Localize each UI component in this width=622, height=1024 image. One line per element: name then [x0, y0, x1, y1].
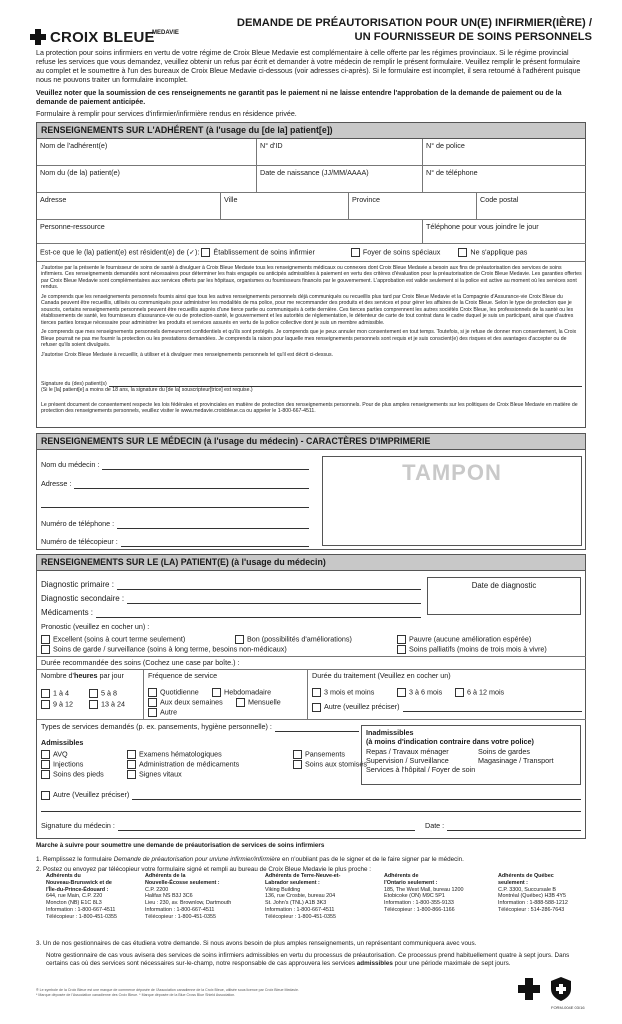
other-service-field[interactable]: Autre (Veuillez préciser) [41, 791, 581, 800]
logo-text: CROIX BLEUE [50, 28, 155, 46]
contact-person-field[interactable]: Personne-ressource [37, 220, 423, 244]
stamp-box[interactable]: TAMPON [322, 456, 582, 546]
blue-cross-logo-icon [518, 978, 540, 1000]
policy-number-field[interactable]: N° de police [423, 139, 586, 166]
prognosis-good-checkbox[interactable] [235, 635, 244, 644]
freq-monthly-checkbox[interactable] [236, 698, 245, 707]
signature-date-field[interactable]: Date : [425, 822, 581, 831]
prognosis-label: Pronostic (veuillez en cocher un) : [41, 622, 150, 631]
service-frequency-box: Fréquence de service Quotidienne Hebdomadaire Aux deux semaines Mensuelle Autre [144, 669, 308, 719]
other-service-checkbox[interactable] [41, 791, 50, 800]
step-three: 3. Un de nos gestionnaires de cas étudiera votre demande. Si nous avons besoin de plus amples renseignements, un représentant communiquera avec vous. Notre gestionnaire de cas vous avisera des services de soins infirmiers admissibles en vertu du processus de préautorisation. Ce processus prend habituellement quatre à sept jours. Dans certains cas où des services sont nécessaires sur-le-champ, notre responsable de cas approuvera les services admissibles pour une période maximale de sept jours. [36, 940, 570, 968]
treat-other-checkbox[interactable] [312, 703, 321, 712]
office-ns: Adhérents de la Nouvelle-Écosse seulement : C.P. 2200 Halifax NS B3J 3C6 Lieu : 230, av. Brownlow, Dartmouth Information : 1-800-667-4511 Télécopieur : 1-800-451-0355 [145, 873, 232, 920]
postal-code-field[interactable]: Code postal [477, 193, 586, 220]
prognosis-poor-checkbox[interactable] [397, 635, 406, 644]
secondary-diagnosis-field[interactable]: Diagnostic secondaire : [41, 594, 421, 604]
cross-icon [30, 29, 46, 45]
freq-weekly-checkbox[interactable] [212, 688, 221, 697]
patient-name-field[interactable]: Nom du (de la) patient(e) [37, 166, 257, 193]
adl-checkbox[interactable] [41, 750, 50, 759]
doctor-section-heading: RENSEIGNEMENTS SUR LE MÉDECIN (à l'usage du médecin) - CARACTÈRES D'IMPRIMERIE [37, 434, 585, 450]
hours-1-4-checkbox[interactable] [41, 689, 50, 698]
office-nb-pei: Adhérents du Nouveau-Brunswick et de l'Île-du-Prince-Édouard : 644, rue Main, C.P. 220 Moncton (NB) E1C 8L3 Information : 1-800-667-4511 Télécopieur : 1-800-451-0355 [46, 873, 118, 920]
province-field[interactable]: Province [349, 193, 477, 220]
blood-tests-checkbox[interactable] [127, 750, 136, 759]
office-qc: Adhérents de Québec seulement : C.P. 3300, Succursale B Montréal (Québec) H3B 4Y5 Information : 1-888-588-1212 Télécopieur : 514-286-7643 [498, 873, 568, 913]
prognosis-palliative-checkbox[interactable] [397, 645, 406, 654]
diagnosis-date-field[interactable]: Date de diagnostic [427, 577, 581, 615]
injections-checkbox[interactable] [41, 760, 50, 769]
primary-diagnosis-field[interactable]: Diagnostic primaire : [41, 580, 421, 590]
doctor-phone-field[interactable]: Numéro de téléphone : [41, 520, 309, 529]
admissible-label: Admissibles [41, 738, 84, 747]
treat-3-months-checkbox[interactable] [312, 688, 321, 697]
member-section-heading: RENSEIGNEMENTS SUR L'ADHÉRENT (à l'usage du [de la] patient[e]) [37, 123, 585, 139]
phone-number-field[interactable]: N° de téléphone [423, 166, 586, 193]
city-field[interactable]: Ville [221, 193, 349, 220]
vital-signs-checkbox[interactable] [127, 770, 136, 779]
treat-6-12-months-checkbox[interactable] [455, 688, 464, 697]
member-section [36, 122, 586, 428]
nursing-home-checkbox[interactable] [201, 248, 210, 257]
doctor-fax-field[interactable]: Numéro de télécopieur : [41, 538, 309, 547]
intro-text: La protection pour soins infirmiers en vertu de votre régime de Croix Bleue Medavie est complémentaire à celle offerte par les régimes provinciaux. Si le régime provincial refuse les services que vous demandez, veuillez obtenir un refus par écrit et demander à votre médecin de remplir le présent formulaire. Veuillez remplir le présent formulaire au complet et le soumettre à l'un des bureaux de Croix Bleue Medavie ci-dessous (voir adresses ci-après). Si le formulaire est incomplet, il sera retourné à l'adhérent puisque nous ne pouvons traiter un formulaire incomplet. Veuillez noter que la soumission de ces renseignements ne garantit pas le paiement ni ne laisse entendre l'approbation de la demande de paiement ou de la demande de paiement anticipée. Formulaire à remplir pour services d'infirmier/infirmière rendus en résidence privée. [36, 49, 581, 118]
patient-section: RENSEIGNEMENTS SUR LE (LA) PATIENT(E) (à l'usage du médecin) Diagnostic primaire : Diagnostic secondaire : Médicaments : Date de diagnostic Pronostic (veuillez en cocher un) : Excellent (soins à court terme seulement) Bon (possibilités d'améliorations) Pauvre (aucune amélioration espérée) Soins de garde / surveillance (soins à long terme, besoins non-médicaux) Soins palliatifs (moins de trois mois à vivre) Durée recommandée des soins (Cochez une case par boîte.) : Nombre d'heures par jour 1 à 4 5 à 8 9 à 12 13 à 24 Fréquence de service Quotidienne Hebdomadaire Aux deux semaines Mensuelle Autre Durée du traitement (Veuillez en cocher un) 3 mois et moins 3 à 6 mois 6 à 12 mois Autre (veuillez préciser) Types de services demandés (p. ex. pansements, hygiène personnelle) : Admissibles AVQ Injections Soins des pieds Examens hématologiques Administration de médicaments Signes vitaux Pansements Soins aux stomisés Inadmissibles (à moins d'indication contraire dans votre police) Repas / Travaux ménager Soins de gardes Supervision / Surveillance Magasinage / Transport Services à l'hôpital / Foyer de soin Autre (Veuillez préciser) Signature du médecin : Date : [36, 554, 586, 839]
care-duration-label: Durée recommandée des soins (Cochez une case par boîte.) : [41, 658, 240, 667]
submission-steps: Marche à suivre pour soumettre une demande de préautorisation de services de soins infirmiers 1. Remplissez le formulaire Demande de préautorisation pour un/une infirmier/infirmière en n'oubliant pas de le signer et de le faire signer par le médecin. 2. Postez ou envoyez par télécopieur votre formulaire signé et rempli au bureau de Croix Bleue Medavie le plus proche : [36, 842, 464, 874]
treatment-duration-box: Durée du traitement (Veuillez en cocher un) 3 mois et moins 3 à 6 mois 6 à 12 mois Autre (veuillez préciser) [308, 669, 586, 719]
residence-question: Est-ce que le (la) patient(e) est résident(e) de (✓): Établissement de soins infirmier Foyer de soins spéciaux Ne s'applique pas [40, 246, 528, 256]
prognosis-excellent-checkbox[interactable] [41, 635, 50, 644]
ostomy-care-checkbox[interactable] [293, 760, 302, 769]
hours-13-24-checkbox[interactable] [89, 700, 98, 709]
medications-field[interactable]: Médicaments : [41, 608, 421, 618]
form-number: FORM-004E 03/16 [551, 1005, 585, 1010]
patient-signature-field[interactable]: Signature du (des) patient(s) (Si le [la] patient[e] a moins de 18 ans, la signature du [de la] souscripteur[trice] est requise.) [41, 381, 582, 394]
id-number-field[interactable]: N° d'ID [257, 139, 423, 166]
freq-other-checkbox[interactable] [148, 708, 157, 717]
logo-subtext: MEDAVIE [152, 30, 179, 36]
special-care-home-checkbox[interactable] [351, 248, 360, 257]
treat-3-6-months-checkbox[interactable] [397, 688, 406, 697]
freq-biweekly-checkbox[interactable] [148, 698, 157, 707]
patient-section-heading: RENSEIGNEMENTS SUR LE (LA) PATIENT(E) (à l'usage du médecin) [37, 555, 585, 571]
doctor-section [36, 433, 586, 550]
office-addresses [46, 873, 591, 931]
dressings-checkbox[interactable] [293, 750, 302, 759]
member-name-field[interactable]: Nom de l'adhérent(e) [37, 139, 257, 166]
service-types-field[interactable]: Types de services demandés (p. ex. pansements, hygiène personnelle) : [41, 723, 359, 732]
medication-admin-checkbox[interactable] [127, 760, 136, 769]
not-applicable-checkbox[interactable] [458, 248, 467, 257]
trademark-notes: ® Le symbole de la Croix Bleue est une marque de commerce déposée de l'Association canadienne de la Croix Bleue, utilisée sous licence par Croix Bleue Medavie. * Marque déposée de l'Association canadienne des Croix Bleue. * Marque déposée de la Blue Cross Blue Shield Association. [36, 988, 300, 998]
hours-5-8-checkbox[interactable] [89, 689, 98, 698]
address-field[interactable]: Adresse [37, 193, 221, 220]
doctor-name-field[interactable]: Nom du médecin : [41, 461, 309, 470]
blue-shield-logo-icon [550, 977, 572, 1001]
prognosis-custodial-checkbox[interactable] [41, 645, 50, 654]
consent-text: J'autorise par la présente le fournisseur de soins de santé à divulguer à Croix Bleue Medavie tous les renseignements médicaux ou connexes dont Croix Bleue Medavie a besoin aux fins de préautorisation des services de soins infirmiers. Ces renseignements demandés sont nécessaires pour déterminer les frais engagés ou anticipés admissibles à paiement en vertu des critères d'évaluation pour la préautorisation de Croix Bleue Medavie. Les garanties offertes par Croix Bleue Medavie sont complémentaires aux services offerts par les hôpitaux, organismes ou fournisseurs financés par le gouvernement. L'approbation est valide seulement si la police est active au moment où les services sont rendus. Je comprends que les renseignements personnels fournis ainsi que tous les autres renseignements personnels déjà communiqués ou recueillis plus tard par Croix Bleue Medavie et la Compagnie d'Assurance-vie Croix Bleue du Canada peuvent être recueillis, utilisés ou communiqués pour administrer les modalités de ma police, pour me recommander des produits et des services et pour gérer les affaires de la Croix Bleue. Selon le type de protection que je souscris, certains renseignements personnels peuvent être recueillis auprès d'une tierce partie ou communiqués à cette dernière. Ces tierces parties comprennent les autres sociétés Croix Bleue, les professionnels de la santé ou les établissements de santé, les fournisseurs d'assurance-vie ou de protection-santé, le gouvernement et les autorités de réglementation, le détenteur de carte de tout contrat dans le cadre duquel je suis un participant, ainsi que d'autres tierces parties lorsque nécessaire pour administrer les produits et services assurés en vertu de la police collective dont je suis un membre admissible. Je comprends que mes renseignements personnels demeureront confidentiels et qu'ils sont protégés. Je comprends que je peux annuler mon consentement en tout temps. Toutefois, si je refuse de donner mon consentement, la Croix Bleue pourrait ne pas me fournir la protection ou les prestations demandées. Je comprends la raison pour laquelle mes renseignements personnels sont requis et je suis conscient(e) des risques et des avantages d'accepter ou de refuser qu'ils soient divulgués. J'autorise Croix Bleue Medavie à recueillir, à utiliser et à divulguer mes renseignements personnels tel qu'il est décrit ci-dessus. [41, 264, 582, 358]
hours-9-12-checkbox[interactable] [41, 700, 50, 709]
hours-per-day-box: Nombre d'heures par jour 1 à 4 5 à 8 9 à 12 13 à 24 [37, 669, 144, 719]
office-nl: Adhérents de Terre-Neuve-et- Labrador seulement : Viking Building 136, rue Crosbie, bureau 204 St. John's (TNL) A1B 3K3 Information : 1-800-667-4511 Télécopieur : 1-800-451-0355 [265, 873, 341, 920]
ineligible-services-box: Inadmissibles (à moins d'indication contraire dans votre police) Repas / Travaux ménager Soins de gardes Supervision / Surveillance Magasinage / Transport Services à l'hôpital / Foyer de soin [361, 725, 581, 785]
doctor-address-field[interactable]: Adresse : [41, 480, 309, 489]
date-of-birth-field[interactable]: Date de naissance (JJ/MM/AAAA) [257, 166, 423, 193]
form-title: DEMANDE DE PRÉAUTORISATION POUR UN(E) INFIRMIER(IÈRE) / UN FOURNISSEUR DE SOINS PERSONNELS [236, 17, 592, 43]
foot-care-checkbox[interactable] [41, 770, 50, 779]
office-on: Adhérents de l'Ontario seulement : 185, The West Mall, bureau 1200 Etobicoke (ON) M9C 5P1 Information : 1-800-355-9133 Télécopieur : 1-800-866-1166 [384, 873, 464, 913]
daytime-phone-field[interactable]: Téléphone pour vous joindre le jour [423, 220, 586, 244]
freq-daily-checkbox[interactable] [148, 688, 157, 697]
doctor-signature-field[interactable]: Signature du médecin : [41, 822, 415, 831]
privacy-notice: Le présent document de consentement respecte les lois fédérales et provinciales en matière de protection des renseignements personnels. Pour de plus amples renseignements sur les politiques de Croix Bleue Medavie en matière de protection des renseignements personnels, veuillez visiter le www.medavie.croixbleue.ca ou appeler le 1-800-667-4511. [41, 401, 578, 415]
treat-other-field[interactable]: Autre (veuillez préciser) [312, 703, 582, 712]
